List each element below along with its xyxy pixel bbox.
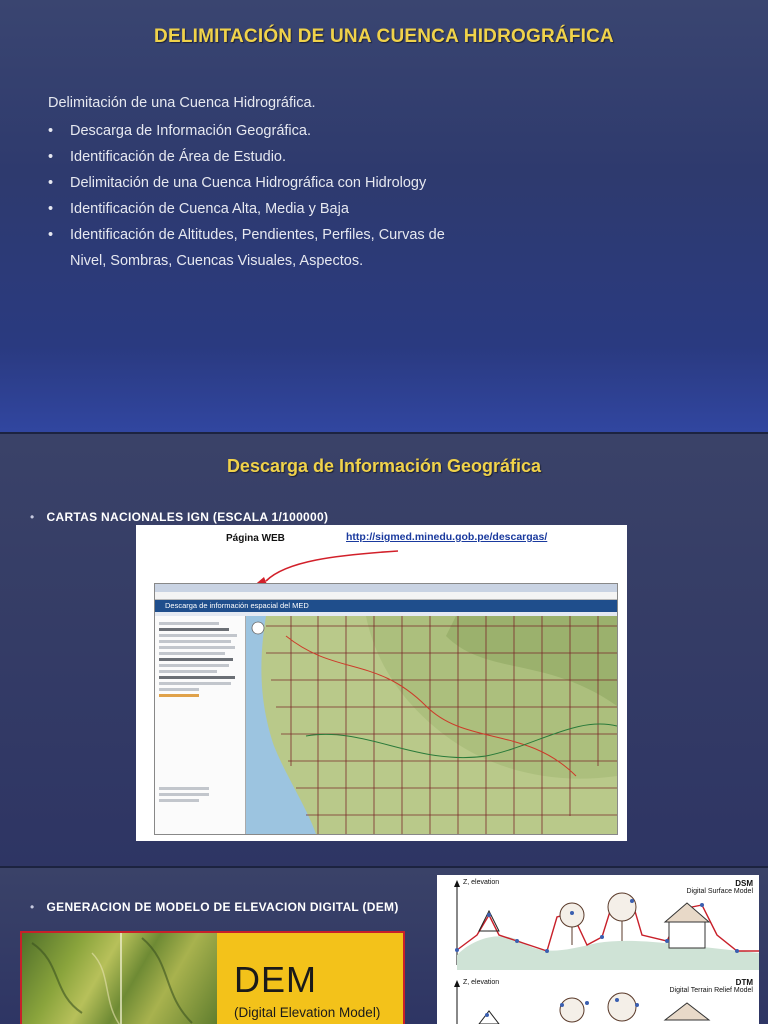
dem-title: DEM: [234, 959, 317, 1000]
terrain-texture: [22, 933, 217, 1024]
slide-descarga: [0, 434, 768, 866]
bullet-item: • Delimitación de una Cuenca Hidrográfica con Hidrology: [48, 170, 448, 196]
diagram-dsm-sub: Digital Surface Model: [686, 888, 753, 895]
panel-text-line: [159, 670, 217, 673]
panel-text-line: [159, 676, 235, 679]
diagram-axis-label: Z, elevation: [463, 879, 500, 886]
map-view[interactable]: [246, 616, 617, 834]
diagram-dtm-sub: Digital Terrain Relief Model: [669, 987, 753, 994]
browser-tab-bar[interactable]: [155, 584, 617, 592]
slide-delimitacion: [0, 0, 768, 432]
dem-banner: [20, 931, 405, 1024]
slide3-bullet: [30, 900, 399, 914]
site-banner: Descarga de información espacial del MED: [155, 600, 617, 612]
panel-text-line: [159, 640, 231, 643]
panel-text-line: [159, 646, 235, 649]
slide-dem: [0, 868, 768, 1024]
panel-text-line: [159, 682, 231, 685]
elevation-profile-drawing: [437, 875, 759, 1024]
bullet-item: • Identificación de Altitudes, Pendientes, Perfiles, Curvas de Nivel, Sombras, Cuencas Visuales, Aspectos.: [48, 222, 448, 274]
panel-link-line[interactable]: [159, 694, 199, 697]
panel-text-line: [159, 622, 219, 625]
diagram-axis-label: Z, elevation: [463, 979, 500, 986]
diagram-dtm-label: DTM: [735, 978, 753, 987]
panel-text-line: [159, 634, 237, 637]
bullet-dot-icon: •: [30, 900, 35, 914]
diagram-dsm-label: DSM: [735, 879, 753, 888]
web-screenshot-card: [136, 525, 627, 841]
dsm-dtm-diagram: [437, 875, 759, 1024]
panel-text-line: [159, 799, 199, 802]
terrain-relief-image: [22, 933, 217, 1024]
panel-text-line: [159, 793, 209, 796]
slide3-bullet-text: GENERACION DE MODELO DE ELEVACION DIGITAL (DEM): [46, 900, 399, 914]
panel-text-line: [159, 688, 199, 691]
slide1-bullet-list: [48, 118, 448, 274]
slide2-bullet: [30, 510, 328, 524]
panel-text-line: [159, 628, 229, 631]
panel-text-line: [159, 658, 233, 661]
panel-text-line: [159, 664, 229, 667]
browser-window: [154, 583, 618, 835]
bullet-item: • Identificación de Área de Estudio.: [48, 144, 448, 170]
dem-subtitle: (Digital Elevation Model): [234, 1005, 381, 1020]
topographic-map-grid: [246, 616, 617, 834]
site-side-panel: [155, 616, 246, 834]
slide2-title: Descarga de Información Geográfica: [226, 456, 542, 476]
bullet-item: • Identificación de Cuenca Alta, Media y Baja: [48, 196, 448, 222]
bullet-item: • Descarga de Información Geográfica.: [48, 118, 448, 144]
web-page-label: Página WEB: [226, 533, 285, 544]
slide1-intro: Delimitación de una Cuenca Hidrográfica.: [48, 95, 316, 111]
panel-text-line: [159, 787, 209, 790]
slide2-bullet-text: CARTAS NACIONALES IGN (ESCALA 1/100000): [46, 510, 329, 524]
browser-address-bar[interactable]: [155, 592, 617, 600]
bullet-dot-icon: •: [30, 510, 35, 524]
panel-text-line: [159, 652, 225, 655]
download-url-link[interactable]: http://sigmed.minedu.gob.pe/descargas/: [346, 531, 548, 543]
slide1-title: DELIMITACIÓN DE UNA CUENCA HIDROGRÁFICA: [154, 26, 614, 47]
